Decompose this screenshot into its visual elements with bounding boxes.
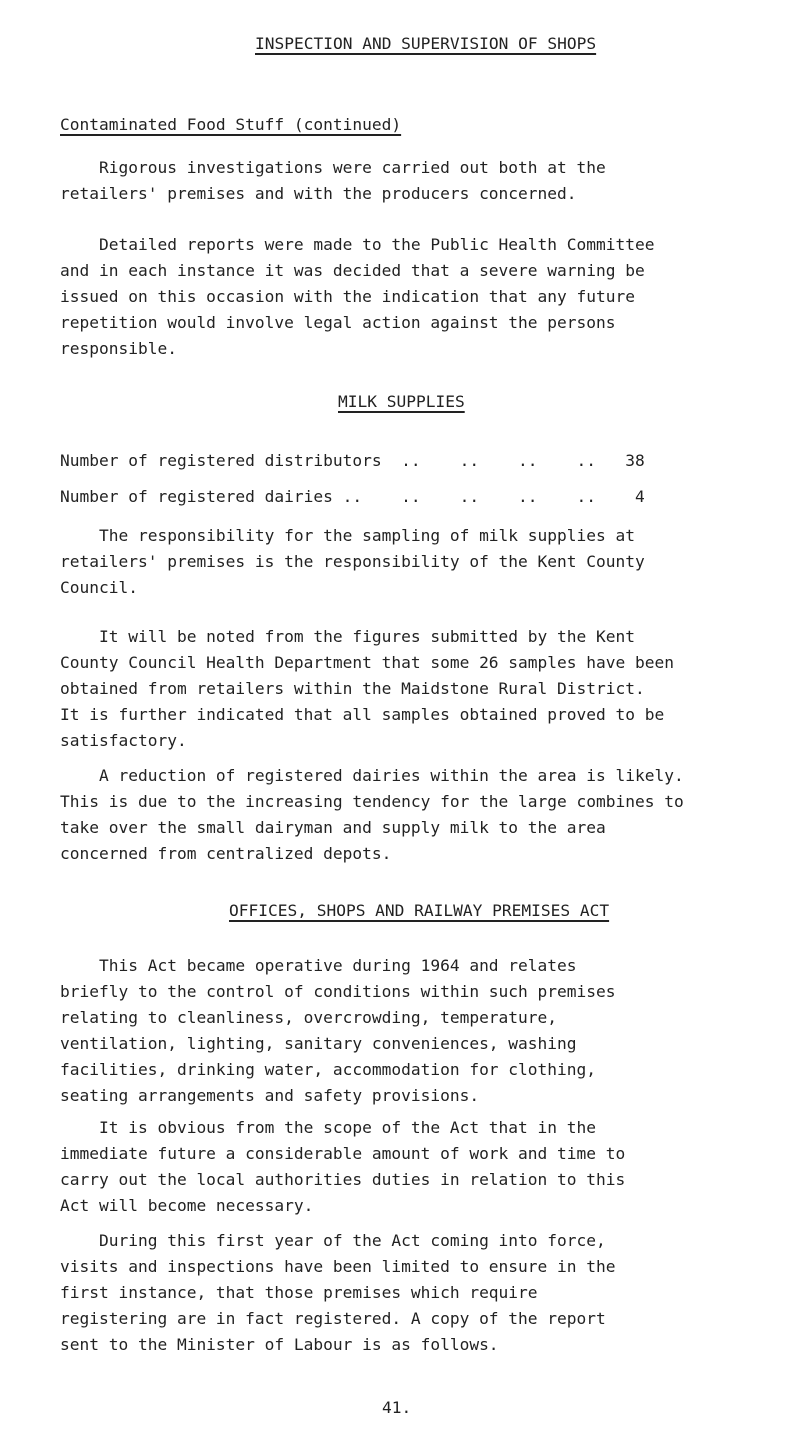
text-line: carry out the local authorities duties in relation to this — [60, 1170, 626, 1189]
stat-value: 4 — [635, 487, 645, 506]
section-heading-contaminated-food: Contaminated Food Stuff (continued) — [60, 115, 402, 134]
paragraph-act-scope — [60, 1115, 760, 1219]
text-line: relating to cleanliness, overcrowding, temperature, — [60, 1008, 558, 1027]
text-line: responsible. — [60, 339, 177, 358]
section-heading-offices-shops-act: OFFICES, SHOPS AND RAILWAY PREMISES ACT — [229, 901, 610, 920]
dot-leader: .. .. .. .. — [381, 451, 597, 470]
dot-leader: .. .. .. .. .. — [332, 487, 597, 506]
text-line: first instance, that those premises which require — [60, 1283, 538, 1302]
text-line: seating arrangements and safety provisions. — [60, 1086, 480, 1105]
text-line: take over the small dairyman and supply milk to the area — [60, 818, 606, 837]
text-line: ventilation, lighting, sanitary conveniences, washing — [60, 1034, 577, 1053]
text-line: It will be noted from the figures submitted by the Kent — [60, 627, 635, 646]
paragraph-act-operative — [60, 953, 760, 1109]
text-line: obtained from retailers within the Maidstone Rural District. — [60, 679, 645, 698]
text-line: County Council Health Department that some 26 samples have been — [60, 653, 674, 672]
text-line: satisfactory. — [60, 731, 187, 750]
text-line: and in each instance it was decided that a severe warning be — [60, 261, 645, 280]
stat-label: Number of registered distributors — [60, 451, 382, 470]
text-line: issued on this occasion with the indication that any future — [60, 287, 635, 306]
text-line: immediate future a considerable amount of work and time to — [60, 1144, 626, 1163]
text-line: Detailed reports were made to the Public Health Committee — [60, 235, 655, 254]
text-line: sent to the Minister of Labour is as follows. — [60, 1335, 499, 1354]
text-line: briefly to the control of conditions within such premises — [60, 982, 616, 1001]
text-line: A reduction of registered dairies within the area is likely. — [60, 766, 684, 785]
text-line: Rigorous investigations were carried out both at the — [60, 158, 606, 177]
paragraph-investigations — [60, 155, 760, 207]
stat-value: 38 — [625, 451, 645, 470]
text-line: Council. — [60, 578, 138, 597]
text-line: This Act became operative during 1964 and relates — [60, 956, 577, 975]
text-line: It is further indicated that all samples obtained proved to be — [60, 705, 665, 724]
page-number: 41. — [382, 1398, 412, 1417]
stat-registered-dairies — [60, 484, 645, 510]
paragraph-milk-samples — [60, 624, 760, 754]
paragraph-detailed-reports — [60, 232, 760, 362]
text-line: registering are in fact registered. A copy of the report — [60, 1309, 606, 1328]
text-line: During this first year of the Act coming into force, — [60, 1231, 606, 1250]
paragraph-act-first-year — [60, 1228, 760, 1358]
text-line: facilities, drinking water, accommodation for clothing, — [60, 1060, 597, 1079]
text-line: visits and inspections have been limited to ensure in the — [60, 1257, 616, 1276]
text-line: Act will become necessary. — [60, 1196, 314, 1215]
text-line: retailers' premises and with the producers concerned. — [60, 184, 577, 203]
text-line: concerned from centralized depots. — [60, 844, 392, 863]
text-line: This is due to the increasing tendency for the large combines to — [60, 792, 684, 811]
paragraph-milk-responsibility — [60, 523, 760, 601]
paragraph-dairies-reduction — [60, 763, 760, 867]
page-title: INSPECTION AND SUPERVISION OF SHOPS — [255, 34, 597, 53]
stat-label: Number of registered dairies — [60, 487, 333, 506]
text-line: It is obvious from the scope of the Act that in the — [60, 1118, 597, 1137]
text-line: The responsibility for the sampling of milk supplies at — [60, 526, 635, 545]
text-line: retailers' premises is the responsibility of the Kent County — [60, 552, 645, 571]
section-heading-milk-supplies: MILK SUPPLIES — [338, 392, 465, 411]
text-line: repetition would involve legal action against the persons — [60, 313, 616, 332]
stat-registered-distributors — [60, 448, 645, 474]
